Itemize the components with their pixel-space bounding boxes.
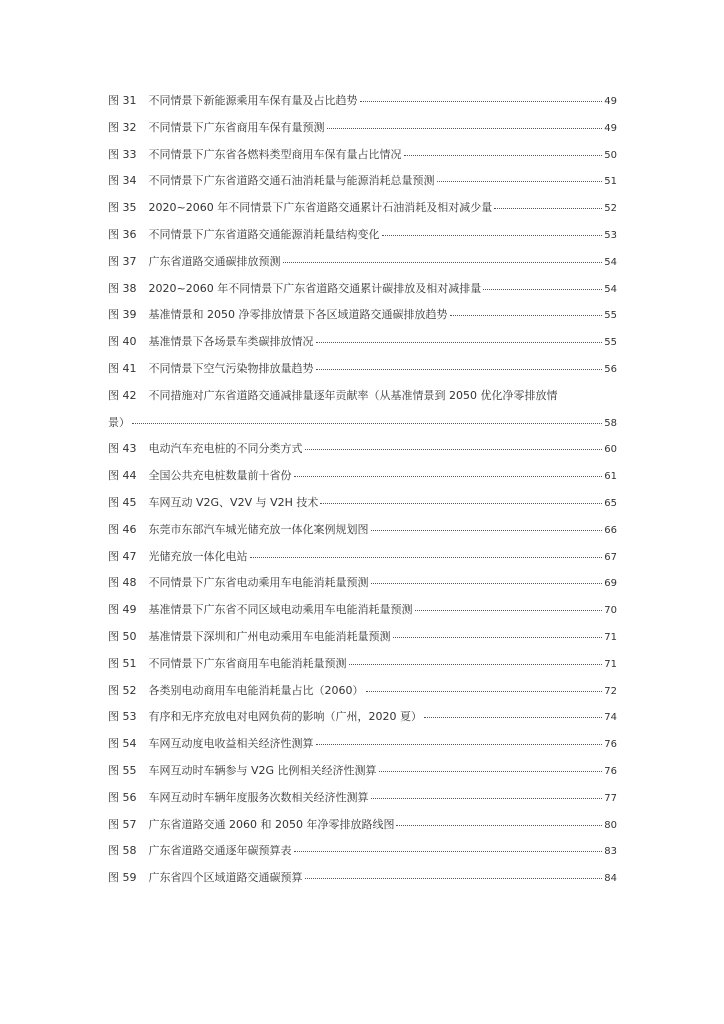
page-number: 74 (604, 712, 617, 724)
dot-leader (316, 744, 603, 745)
toc-entry[interactable] (108, 121, 617, 148)
figure-title: 基准情景和 2050 净零排放情景下各区域道路交通碳排放趋势 (148, 308, 448, 322)
figure-number: 图 41 (108, 361, 137, 375)
page-number: 54 (604, 283, 617, 295)
toc-entry[interactable] (108, 710, 617, 737)
toc-entry[interactable] (108, 818, 617, 845)
figure-title: 车网互动时车辆参与 V2G 比例相关经济性测算 (148, 763, 377, 777)
dot-leader (483, 289, 602, 290)
dot-leader (366, 691, 603, 692)
page-number: 72 (604, 685, 617, 697)
page-number: 60 (604, 444, 617, 456)
dot-leader (360, 101, 603, 102)
figure-title: 不同情景下广东省道路交通能源消耗量结构变化 (148, 227, 380, 241)
figure-number: 图 43 (108, 442, 137, 456)
figure-number: 图 39 (108, 308, 137, 322)
page-number: 67 (604, 551, 617, 563)
figure-number: 图 48 (108, 576, 137, 590)
toc-entry[interactable] (108, 791, 617, 818)
dot-leader (305, 878, 603, 879)
figure-title: 电动汽车充电桩的不同分类方式 (148, 442, 303, 456)
toc-entry[interactable] (108, 201, 617, 228)
page-number: 51 (604, 176, 617, 188)
dot-leader (283, 262, 603, 263)
toc-entry[interactable] (108, 871, 617, 898)
figure-number: 图 37 (108, 254, 137, 268)
figure-number: 图 54 (108, 737, 137, 751)
figure-number: 图 51 (108, 656, 137, 670)
dot-leader (437, 181, 603, 182)
toc-entry[interactable] (108, 496, 617, 523)
toc-entry[interactable] (108, 442, 617, 469)
page-number: 84 (604, 873, 617, 885)
dot-leader (371, 798, 603, 799)
figure-title: 不同情景下新能源乘用车保有量及占比趋势 (148, 94, 358, 107)
page-number: 77 (604, 792, 617, 804)
figure-number: 图 49 (108, 603, 137, 617)
toc-entry[interactable] (108, 523, 617, 550)
figure-title: 不同措施对广东省道路交通减排量逐年贡献率（从基准情景到 2050 优化净零排放情 (148, 388, 558, 402)
toc-entry[interactable] (108, 389, 617, 443)
figure-title: 不同情景下广东省商用车电能消耗量预测 (148, 656, 347, 670)
dot-leader (305, 449, 603, 450)
figure-title: 广东省四个区域道路交通碳预算 (148, 871, 303, 885)
dot-leader (424, 717, 602, 718)
dot-leader (349, 664, 603, 665)
figure-number: 图 56 (108, 790, 137, 804)
dot-leader (396, 825, 602, 826)
page-number: 58 (604, 417, 617, 429)
figure-number: 图 53 (108, 710, 137, 724)
toc-entry[interactable] (108, 282, 617, 309)
page-number: 65 (604, 497, 617, 509)
toc-entry[interactable] (108, 308, 617, 335)
page-number: 53 (604, 229, 617, 241)
figure-number: 图 58 (108, 844, 137, 858)
toc-entry[interactable] (108, 764, 617, 791)
page-number: 55 (604, 310, 617, 322)
figure-title: 不同情景下广东省电动乘用车电能消耗量预测 (148, 576, 369, 590)
figure-title: 有序和无序充放电对电网负荷的影响（广州，2020 夏） (148, 710, 422, 724)
page-number: 80 (604, 819, 617, 831)
figure-number: 图 59 (108, 871, 137, 885)
figure-title: 东莞市东部汽车城光储充放一体化案例规划图 (148, 522, 369, 536)
dot-leader (327, 128, 603, 129)
figure-number: 图 40 (108, 335, 137, 349)
dot-leader (494, 208, 602, 209)
figure-number: 图 35 (108, 201, 137, 215)
toc-entry[interactable] (108, 603, 617, 630)
page-number: 71 (604, 658, 617, 670)
figure-number: 图 55 (108, 763, 137, 777)
page-number: 76 (604, 765, 617, 777)
toc-entry[interactable] (108, 94, 617, 121)
page-number: 66 (604, 524, 617, 536)
figure-number: 图 46 (108, 522, 137, 536)
dot-leader (294, 851, 603, 852)
figure-number: 图 33 (108, 147, 137, 161)
dot-leader (371, 530, 603, 531)
page-number: 52 (604, 203, 617, 215)
figure-number: 图 36 (108, 227, 137, 241)
page-number: 56 (604, 363, 617, 375)
dot-leader (294, 476, 603, 477)
figure-title: 不同情景下空气污染物排放量趋势 (148, 361, 314, 375)
dot-leader (320, 503, 602, 504)
toc-entry[interactable] (108, 362, 617, 389)
dot-leader (393, 637, 603, 638)
figure-title: 2020~2060 年不同情景下广东省道路交通累计碳排放及相对减排量 (148, 281, 482, 295)
dot-leader (132, 423, 602, 424)
dot-leader (250, 557, 603, 558)
dot-leader (450, 315, 603, 316)
figure-title: 广东省道路交通逐年碳预算表 (148, 844, 292, 858)
dot-leader (379, 771, 603, 772)
dot-leader (382, 235, 603, 236)
figure-title: 基准情景下广东省不同区域电动乘用车电能消耗量预测 (148, 603, 413, 617)
figure-number: 图 32 (108, 120, 137, 134)
figure-number: 图 52 (108, 683, 137, 697)
figure-title: 车网互动度电收益相关经济性测算 (148, 737, 314, 751)
page-number: 55 (604, 337, 617, 349)
page-number: 71 (604, 631, 617, 643)
figure-title: 车网互动时车辆年度服务次数相关经济性测算 (148, 790, 369, 804)
toc-entry[interactable] (108, 335, 617, 362)
figure-number: 图 57 (108, 817, 137, 831)
toc-entry[interactable] (108, 255, 617, 282)
figure-number: 图 45 (108, 495, 137, 509)
figure-title: 基准情景下各场景车类碳排放情况 (148, 335, 314, 349)
figure-title: 基准情景下深圳和广州电动乘用车电能消耗量预测 (148, 629, 391, 643)
toc-entry[interactable] (108, 737, 617, 764)
figure-number: 图 50 (108, 629, 137, 643)
page-number: 49 (604, 122, 617, 134)
figure-title: 光储充放一体化电站 (148, 549, 248, 563)
figure-number: 图 44 (108, 469, 137, 483)
figure-number: 图 47 (108, 549, 137, 563)
dot-leader (316, 369, 603, 370)
figure-title: 广东省道路交通 2060 和 2050 年净零排放路线图 (148, 817, 395, 831)
figure-title: 全国公共充电桩数量前十省份 (148, 469, 292, 483)
figure-number: 图 42 (108, 388, 137, 402)
page-number: 49 (604, 96, 617, 107)
dot-leader (404, 155, 603, 156)
toc-entry[interactable] (108, 844, 617, 871)
toc-entry[interactable] (108, 657, 617, 684)
page-number: 54 (604, 256, 617, 268)
figure-title: 不同情景下广东省商用车保有量预测 (148, 120, 325, 134)
dot-leader (415, 610, 603, 611)
page-number: 69 (604, 578, 617, 590)
figure-title-continuation: 景） (108, 415, 130, 429)
toc-entry[interactable] (108, 469, 617, 496)
toc-entry[interactable] (108, 576, 617, 603)
figure-title: 车网互动 V2G、V2V 与 V2H 技术 (148, 495, 319, 509)
figure-number: 图 31 (108, 94, 137, 107)
figure-title: 2020~2060 年不同情景下广东省道路交通累计石油消耗及相对减少量 (148, 201, 493, 215)
toc-entry[interactable] (108, 684, 617, 711)
figure-title: 广东省道路交通碳排放预测 (148, 254, 281, 268)
figure-title: 各类别电动商用车电能消耗量占比（2060） (148, 683, 364, 697)
dot-leader (371, 583, 603, 584)
toc-entry[interactable] (108, 630, 617, 657)
figure-title: 不同情景下广东省道路交通石油消耗量与能源消耗总量预测 (148, 174, 435, 188)
toc-entry[interactable] (108, 148, 617, 175)
figure-number: 图 34 (108, 174, 137, 188)
toc-entry[interactable] (108, 174, 617, 201)
page-number: 76 (604, 739, 617, 751)
page-number: 50 (604, 149, 617, 161)
list-of-figures (108, 94, 617, 898)
page-number: 83 (604, 846, 617, 858)
page-number: 61 (604, 471, 617, 483)
figure-number: 图 38 (108, 281, 137, 295)
toc-entry[interactable] (108, 550, 617, 577)
page-number: 70 (604, 605, 617, 617)
toc-entry[interactable] (108, 228, 617, 255)
figure-title: 不同情景下广东省各燃料类型商用车保有量占比情况 (148, 147, 402, 161)
dot-leader (316, 342, 603, 343)
